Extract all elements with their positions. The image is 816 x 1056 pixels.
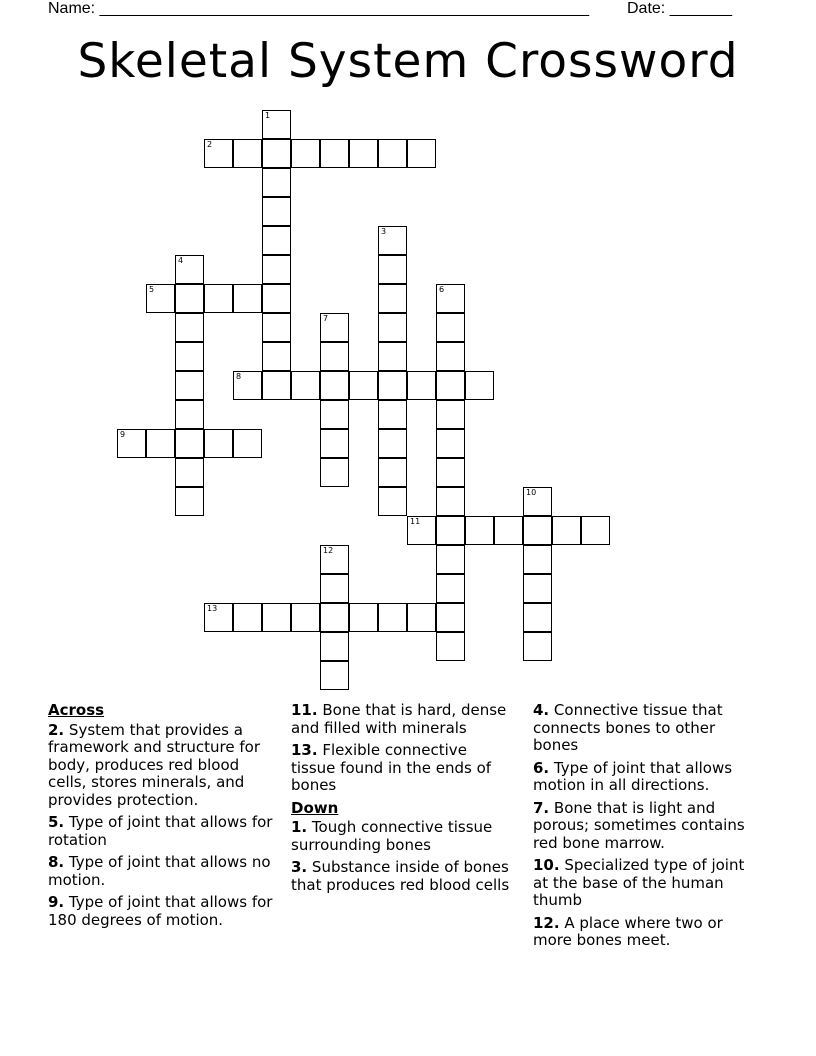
crossword-cell[interactable] — [436, 284, 465, 313]
clue-number: 5. — [48, 813, 65, 831]
across-heading: Across — [48, 701, 105, 719]
clues-column-2 — [291, 702, 516, 899]
cell-number: 8 — [236, 372, 242, 381]
crossword-cell[interactable] — [175, 284, 204, 313]
crossword-cell[interactable] — [407, 371, 436, 400]
clue-text: Connective tissue that connects bones to other bones — [533, 701, 723, 754]
crossword-cell[interactable] — [378, 371, 407, 400]
crossword-cell[interactable] — [523, 545, 552, 574]
clue-text: Bone that is light and porous; sometimes contains red bone marrow. — [533, 798, 745, 852]
crossword-cell[interactable] — [378, 226, 407, 255]
crossword-cell[interactable] — [436, 603, 465, 632]
clue-number: 10. — [533, 856, 560, 874]
clue-number: 11. — [291, 701, 318, 719]
crossword-cell[interactable] — [378, 429, 407, 458]
clue-text: Type of joint that allows motion in all directions. — [533, 758, 733, 794]
crossword-cell[interactable] — [436, 458, 465, 487]
cell-number: 6 — [439, 285, 445, 294]
cell-number: 5 — [149, 285, 155, 294]
clue-text: Substance inside of bones that produces red blood cells — [291, 858, 510, 894]
crossword-cell[interactable] — [175, 342, 204, 371]
clue-number: 4. — [533, 701, 550, 719]
crossword-cell[interactable] — [262, 139, 291, 168]
crossword-cell[interactable] — [378, 603, 407, 632]
clue-number: 9. — [48, 893, 65, 911]
crossword-cell[interactable] — [552, 516, 581, 545]
crossword-cell[interactable] — [349, 603, 378, 632]
crossword-cell[interactable] — [262, 110, 291, 139]
clue-text: A place where two or more bones meet. — [533, 913, 723, 949]
cell-number: 7 — [323, 314, 329, 323]
crossword-cell[interactable] — [378, 284, 407, 313]
cell-number: 4 — [178, 256, 184, 265]
crossword-cell[interactable] — [233, 429, 262, 458]
crossword-cell[interactable] — [436, 429, 465, 458]
crossword-cell[interactable] — [320, 429, 349, 458]
cell-number: 11 — [410, 517, 421, 526]
clue-number: 6. — [533, 758, 550, 777]
crossword-cell[interactable] — [175, 371, 204, 400]
crossword-cell[interactable] — [320, 545, 349, 574]
crossword-cell[interactable] — [378, 458, 407, 487]
crossword-cell[interactable] — [494, 516, 523, 545]
crossword-cell[interactable] — [523, 574, 552, 603]
crossword-cell[interactable] — [378, 487, 407, 516]
date-field[interactable]: Date: _______ — [627, 0, 732, 17]
clue-text: Type of joint that allows no motion. — [48, 853, 271, 889]
crossword-cell[interactable] — [320, 458, 349, 487]
crossword-cell[interactable] — [320, 313, 349, 342]
crossword-cell[interactable] — [320, 603, 349, 632]
clue-number: 13. — [291, 741, 318, 759]
crossword-cell[interactable] — [523, 632, 552, 661]
crossword-cell[interactable] — [262, 371, 291, 400]
crossword-cell[interactable] — [320, 574, 349, 603]
crossword-cell[interactable] — [175, 313, 204, 342]
name-field[interactable]: Name: _______________________________________________________ — [48, 0, 589, 17]
clue-number: 7. — [533, 798, 550, 817]
clue-number: 3. — [291, 858, 308, 876]
crossword-cell[interactable] — [262, 342, 291, 371]
clue-across-5 — [48, 814, 280, 849]
clue-down-3 — [291, 859, 516, 894]
clue-text: Type of joint that allows for rotation — [48, 813, 273, 849]
crossword-cell[interactable] — [523, 516, 552, 545]
crossword-cell[interactable] — [378, 400, 407, 429]
clue-across-8 — [48, 854, 280, 889]
cell-number: 10 — [526, 488, 537, 497]
crossword-cell[interactable] — [233, 284, 262, 313]
crossword-cell[interactable] — [436, 516, 465, 545]
crossword-cell[interactable] — [262, 313, 291, 342]
crossword-cell[interactable] — [262, 168, 291, 197]
crossword-cell[interactable] — [175, 458, 204, 487]
cell-number: 13 — [207, 604, 218, 613]
cell-number: 3 — [381, 227, 387, 236]
clue-text: Type of joint that allows for 180 degrees of motion. — [48, 893, 273, 929]
clues-column-1 — [48, 702, 280, 934]
cell-number: 9 — [120, 430, 126, 439]
clue-text: Flexible connective tissue found in the ends of bones — [291, 741, 492, 794]
crossword-cell[interactable] — [378, 313, 407, 342]
clue-text: Tough connective tissue surrounding bones — [291, 818, 493, 854]
clue-down-7 — [533, 800, 763, 853]
crossword-cell[interactable] — [291, 371, 320, 400]
down-heading: Down — [291, 798, 339, 817]
clue-across-9 — [48, 894, 280, 929]
clue-down-1 — [291, 819, 516, 854]
crossword-cell[interactable] — [320, 661, 349, 690]
crossword-cell[interactable] — [407, 603, 436, 632]
crossword-cell[interactable] — [175, 487, 204, 516]
crossword-cell[interactable] — [320, 139, 349, 168]
crossword-cell[interactable] — [378, 342, 407, 371]
clue-across-2 — [48, 722, 280, 810]
crossword-cell[interactable] — [378, 255, 407, 284]
crossword-cell[interactable] — [117, 429, 146, 458]
crossword-cell[interactable] — [262, 226, 291, 255]
crossword-cell[interactable] — [262, 255, 291, 284]
cell-number: 1 — [265, 111, 271, 120]
clue-across-13 — [291, 742, 516, 795]
cell-number: 2 — [207, 140, 213, 149]
clue-down-6 — [533, 760, 763, 795]
crossword-cell[interactable] — [320, 342, 349, 371]
crossword-cell[interactable] — [233, 139, 262, 168]
crossword-cell[interactable] — [436, 574, 465, 603]
crossword-cell[interactable] — [349, 139, 378, 168]
crossword-cell[interactable] — [204, 284, 233, 313]
page-title: Skeletal System Crossword — [77, 34, 739, 89]
crossword-cell[interactable] — [262, 284, 291, 313]
clue-text: Specialized type of joint at the base of the human thumb — [533, 856, 745, 909]
crossword-cell[interactable] — [436, 632, 465, 661]
clue-down-10 — [533, 857, 763, 910]
crossword-cell[interactable] — [378, 139, 407, 168]
crossword-cell[interactable] — [436, 371, 465, 400]
crossword-cell[interactable] — [320, 371, 349, 400]
clue-number: 1. — [291, 818, 308, 836]
clue-number: 2. — [48, 720, 65, 739]
crossword-cell[interactable] — [204, 139, 233, 168]
crossword-cell[interactable] — [407, 516, 436, 545]
clue-number: 12. — [533, 913, 560, 932]
crossword-cell[interactable] — [581, 516, 610, 545]
crossword-cell[interactable] — [291, 139, 320, 168]
crossword-cell[interactable] — [320, 632, 349, 661]
crossword-cell[interactable] — [175, 400, 204, 429]
cell-number: 12 — [323, 546, 334, 555]
crossword-cell[interactable] — [436, 400, 465, 429]
crossword-cell[interactable] — [436, 342, 465, 371]
clues-column-3 — [533, 702, 763, 955]
crossword-cell[interactable] — [465, 516, 494, 545]
clue-text: Bone that is hard, dense and filled with minerals — [291, 701, 507, 737]
crossword-cell[interactable] — [436, 545, 465, 574]
clue-number: 8. — [48, 853, 65, 871]
crossword-cell[interactable] — [175, 429, 204, 458]
crossword-cell[interactable] — [349, 371, 378, 400]
crossword-cell[interactable] — [146, 284, 175, 313]
crossword-cell[interactable] — [436, 487, 465, 516]
crossword-cell[interactable] — [523, 487, 552, 516]
crossword-cell[interactable] — [407, 139, 436, 168]
crossword-cell[interactable] — [436, 313, 465, 342]
crossword-cell[interactable] — [465, 371, 494, 400]
crossword-cell[interactable] — [204, 603, 233, 632]
crossword-cell[interactable] — [523, 603, 552, 632]
clue-across-11 — [291, 702, 516, 737]
crossword-cell[interactable] — [233, 603, 262, 632]
crossword-cell[interactable] — [291, 603, 320, 632]
crossword-cell[interactable] — [175, 255, 204, 284]
crossword-cell[interactable] — [262, 197, 291, 226]
crossword-cell[interactable] — [233, 371, 262, 400]
clue-text: System that provides a framework and structure for body, produces red blood cells, stores minerals, and provides protection. — [48, 720, 260, 809]
crossword-cell[interactable] — [204, 429, 233, 458]
clue-down-4 — [533, 702, 763, 755]
crossword-cell[interactable] — [146, 429, 175, 458]
crossword-cell[interactable] — [320, 400, 349, 429]
crossword-cell[interactable] — [262, 603, 291, 632]
clue-down-12 — [533, 915, 763, 950]
